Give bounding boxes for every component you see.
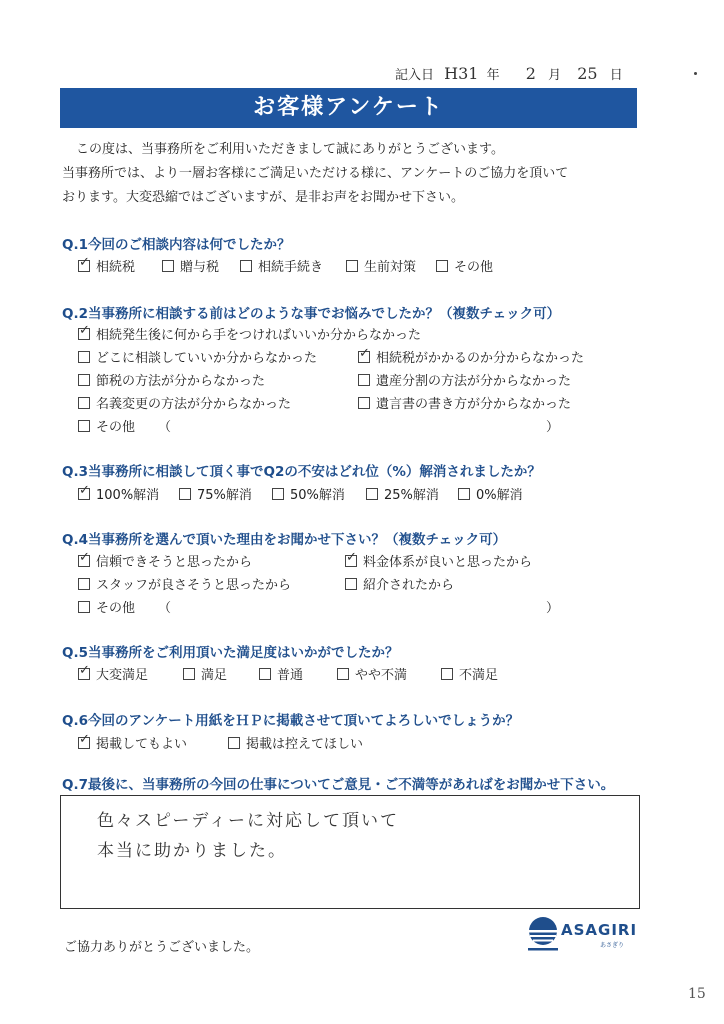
option-label: 節税の方法が分からなかった (96, 374, 266, 389)
q6-options (78, 733, 363, 752)
comment-line: 色々スピーディーに対応して頂いて (97, 811, 399, 831)
option-label: 相続税 (96, 260, 136, 275)
date-day[interactable]: 25 (577, 64, 598, 83)
q4-option[interactable] (78, 574, 291, 593)
q6-option[interactable] (228, 733, 363, 752)
q5-options (78, 664, 498, 683)
option-label: 相続発生後に何から手をつければいいか分からなかった (96, 328, 422, 343)
q1-option[interactable] (162, 256, 240, 275)
checkbox[interactable] (337, 668, 349, 680)
option-label: 0%解消 (476, 488, 523, 503)
q4-option[interactable] (78, 597, 135, 616)
option-label: スタッフが良さそうと思ったから (96, 578, 292, 593)
q1-option[interactable] (436, 256, 493, 275)
q4-other-paren-close: ） (546, 601, 560, 616)
page-number: 15 (688, 986, 706, 1002)
option-label: 25%解消 (384, 488, 439, 503)
intro-line: おります。大変恐縮ではございますが、是非お声をお聞かせ下さい。 (62, 190, 464, 205)
date-month-unit: 月 (548, 68, 562, 83)
option-label: 掲載は控えてほしい (246, 737, 364, 752)
option-label: 紹介されたから (363, 578, 455, 593)
option-label: 名義変更の方法が分からなかった (96, 397, 292, 412)
margin-mark (694, 72, 697, 75)
checkbox[interactable] (78, 328, 90, 340)
date-year-unit: 年 (486, 68, 500, 83)
q1-options (78, 256, 493, 275)
q2-other-paren-open: （ (158, 420, 172, 435)
checkbox[interactable] (78, 578, 90, 590)
page-title: お客様アンケート (60, 88, 637, 128)
checkbox[interactable] (436, 260, 448, 272)
intro-line: この度は、当事務所をご利用いただきまして誠にありがとうございます。 (76, 142, 504, 157)
checkbox[interactable] (78, 374, 90, 386)
q2-question: Q.2当事務所に相談する前はどのような事でお悩みでしたか？（複数チェック可） (62, 306, 561, 322)
q4-question: Q.4当事務所を選んで頂いた理由をお聞かせ下さい？（複数チェック可） (62, 532, 507, 548)
option-label: やや不満 (355, 668, 408, 683)
intro-line: 当事務所では、より一層お客様にご満足いただける様に、アンケートのご協力を頂いて (62, 166, 569, 181)
checkbox[interactable] (358, 374, 370, 386)
option-label: 信頼できそうと思ったから (96, 555, 253, 570)
q2-option[interactable] (358, 393, 571, 412)
logo-sub: あさぎり (600, 942, 625, 949)
q3-option[interactable] (272, 484, 366, 503)
date-era-year[interactable]: H31 (444, 64, 479, 83)
checkbox[interactable] (78, 668, 90, 680)
checkbox[interactable] (78, 555, 90, 567)
option-label: 50%解消 (290, 488, 345, 503)
option-label: 大変満足 (96, 668, 149, 683)
q5-option[interactable] (441, 664, 498, 683)
q2-option[interactable] (358, 347, 584, 366)
option-label: 生前対策 (364, 260, 417, 275)
comment-box[interactable] (60, 795, 640, 909)
q2-option[interactable] (78, 393, 291, 412)
q3-option[interactable] (179, 484, 272, 503)
logo-name: ASAGIRI (561, 921, 638, 939)
checkbox[interactable] (272, 488, 284, 500)
checkbox[interactable] (458, 488, 470, 500)
q1-option[interactable] (240, 256, 346, 275)
checkbox[interactable] (345, 555, 357, 567)
checkbox[interactable] (179, 488, 191, 500)
option-label: 相続税がかかるのか分からなかった (376, 351, 585, 366)
q5-question: Q.5当事務所をご利用頂いた満足度はいかがでしたか？ (62, 645, 399, 661)
q1-option[interactable] (78, 256, 162, 275)
option-label: 遺言書の書き方が分からなかった (376, 397, 572, 412)
q4-other-paren-open: （ (158, 601, 172, 616)
q2-other-paren-close: ） (546, 420, 560, 435)
checkbox[interactable] (78, 737, 90, 749)
checkbox[interactable] (358, 397, 370, 409)
option-label: 遺産分割の方法が分からなかった (376, 374, 572, 389)
checkbox[interactable] (441, 668, 453, 680)
q2-option[interactable] (78, 416, 135, 435)
q1-question: Q.1今回のご相談内容は何でしたか？ (62, 237, 291, 253)
checkbox[interactable] (78, 601, 90, 613)
option-label: 75%解消 (197, 488, 252, 503)
option-label: その他 (454, 260, 494, 275)
q5-option[interactable] (259, 664, 337, 683)
date-day-unit: 日 (609, 68, 623, 83)
asagiri-logo (528, 915, 638, 963)
option-label: 不満足 (459, 668, 499, 683)
q4-option[interactable] (345, 574, 454, 593)
q3-option[interactable] (366, 484, 458, 503)
q7-question: Q.7最後に、当事務所の今回の仕事についてご意見・ご不満等があればをお聞かせ下さい。 (62, 777, 615, 793)
q3-options (78, 484, 523, 503)
q2-option[interactable] (78, 347, 317, 366)
option-label: どこに相談していいか分からなかった (96, 351, 318, 366)
checkbox[interactable] (228, 737, 240, 749)
date-row (395, 64, 623, 83)
option-label: 料金体系が良いと思ったから (363, 555, 533, 570)
option-label: 普通 (277, 668, 304, 683)
q3-option[interactable] (458, 484, 523, 503)
date-month[interactable]: 2 (525, 64, 536, 83)
comment-line: 本当に助かりました。 (97, 841, 287, 861)
checkbox[interactable] (78, 260, 90, 272)
q4-option[interactable] (345, 551, 532, 570)
option-label: 満足 (201, 668, 228, 683)
date-label: 記入日 (395, 68, 435, 83)
q5-option[interactable] (78, 664, 183, 683)
q6-question: Q.6今回のアンケート用紙をＨＰに掲載させて頂いてよろしいでしょうか？ (62, 713, 520, 729)
checkbox[interactable] (162, 260, 174, 272)
thanks-text: ご協力ありがとうございました。 (64, 940, 260, 955)
q2-option[interactable] (358, 370, 571, 389)
q5-option[interactable] (337, 664, 441, 683)
option-label: その他 (96, 601, 136, 616)
checkbox[interactable] (78, 488, 90, 500)
checkbox[interactable] (259, 668, 271, 680)
option-label: その他 (96, 420, 136, 435)
option-label: 掲載してもよい (96, 737, 188, 752)
checkbox[interactable] (358, 351, 370, 363)
checkbox[interactable] (78, 420, 90, 432)
q5-option[interactable] (183, 664, 259, 683)
checkbox[interactable] (240, 260, 252, 272)
option-label: 100%解消 (96, 488, 160, 503)
intro-text (62, 138, 642, 210)
checkbox[interactable] (345, 578, 357, 590)
checkbox[interactable] (366, 488, 378, 500)
q1-option[interactable] (346, 256, 436, 275)
q3-option[interactable] (78, 484, 179, 503)
checkbox[interactable] (346, 260, 358, 272)
option-label: 相続手続き (258, 260, 324, 275)
q4-option[interactable] (78, 551, 252, 570)
option-label: 贈与税 (180, 260, 220, 275)
q2-option[interactable] (78, 324, 421, 343)
checkbox[interactable] (78, 397, 90, 409)
q6-option[interactable] (78, 733, 228, 752)
q2-option[interactable] (78, 370, 265, 389)
checkbox[interactable] (78, 351, 90, 363)
q3-question: Q.3当事務所に相談して頂く事でQ2の不安はどれ位（%）解消されましたか？ (62, 464, 541, 480)
checkbox[interactable] (183, 668, 195, 680)
